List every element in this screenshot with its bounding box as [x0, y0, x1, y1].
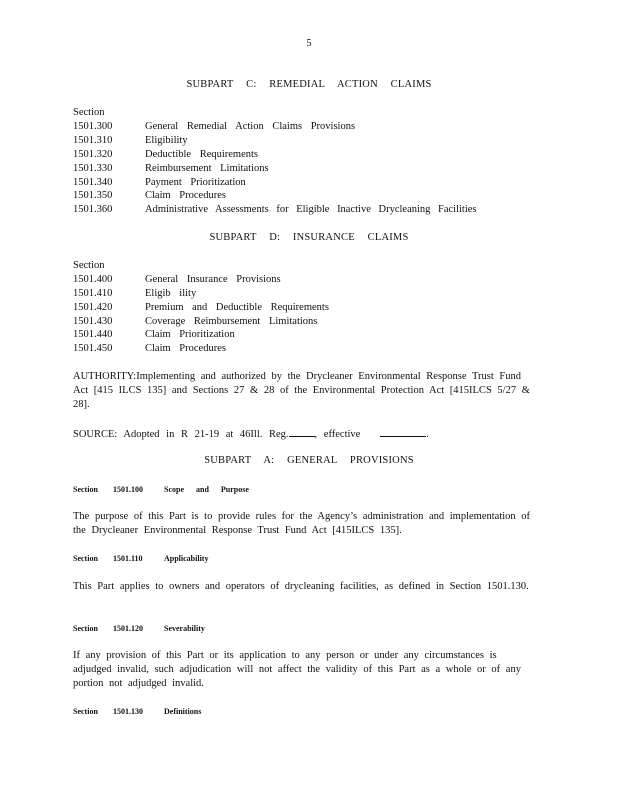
toc-section-title: Claim Procedures	[145, 343, 226, 354]
subpart-d-heading: SUBPART D: INSURANCE CLAIMS	[209, 232, 409, 243]
register-blank	[289, 427, 315, 437]
toc-section-title: Administrative Assessments for Eligible Inactive Drycleaning Facilities	[145, 204, 477, 215]
page-number: 5	[306, 38, 312, 49]
toc-section-title: Eligibility	[145, 135, 188, 146]
source-middle: , effective	[314, 429, 361, 440]
toc-section-title: Eligib ility	[145, 288, 197, 299]
subpart-c-section-label: Section	[73, 107, 105, 118]
toc-section-number: 1501.340	[73, 177, 113, 188]
source-prefix: SOURCE: Adopted in R 21-19 at 46Ill. Reg.	[73, 429, 289, 440]
toc-section-title: Claim Procedures	[145, 190, 226, 201]
toc-section-number: 1501.360	[73, 204, 113, 215]
toc-section-title: Claim Prioritization	[145, 329, 235, 340]
section-number: 1501.120	[113, 624, 143, 633]
toc-section-number: 1501.320	[73, 149, 113, 160]
subpart-a-heading: SUBPART A: GENERAL PROVISIONS	[204, 455, 414, 466]
section-text: This Part applies to owners and operators of drycleaning facilities, as defined in Section 1501.130.	[73, 581, 529, 592]
authority-paragraph: AUTHORITY:Implementing and authorized by the Drycleaner Environmental Response Trust Fund Act [415 ILCS 135] and Sections 27 & 28 of the Environmental Protection Act [415ILCS 5/27 & 28].	[73, 371, 530, 410]
toc-section-number: 1501.450	[73, 343, 113, 354]
toc-section-title: Deductible Requirements	[145, 149, 259, 160]
section-text: The purpose of this Part is to provide rules for the Agency’s administration and implementation of the Drycleaner Environmental Response Trust Fund Act [415ILCS 135].	[73, 511, 531, 536]
section-label: Section	[73, 554, 98, 563]
toc-section-number: 1501.440	[73, 329, 113, 340]
subpart-c-heading: SUBPART C: REMEDIAL ACTION CLAIMS	[186, 79, 432, 90]
section-number: 1501.130	[113, 707, 143, 716]
toc-section-number: 1501.300	[73, 121, 113, 132]
toc-section-number: 1501.420	[73, 302, 113, 313]
section-label: Section	[73, 485, 98, 494]
toc-section-number: 1501.400	[73, 274, 113, 285]
section-title: Applicability	[164, 554, 209, 563]
effective-date-blank	[380, 427, 426, 437]
section-text: If any provision of this Part or its application to any person or under any circumstances is adjudged invalid, such adjudication will not affect the validity of this Part as a whole or of any portion not adjudged invalid.	[73, 650, 521, 689]
toc-section-number: 1501.310	[73, 135, 113, 146]
toc-section-number: 1501.330	[73, 163, 113, 174]
section-title: Severability	[164, 624, 205, 633]
toc-section-title: General Remedial Action Claims Provisions	[145, 121, 356, 132]
section-number: 1501.100	[113, 485, 143, 494]
toc-section-title: Payment Prioritization	[145, 177, 246, 188]
section-label: Section	[73, 624, 98, 633]
toc-section-title: Reimbursement Limitations	[145, 163, 269, 174]
toc-section-number: 1501.410	[73, 288, 113, 299]
toc-section-number: 1501.350	[73, 190, 113, 201]
toc-section-title: Coverage Reimbursement Limitations	[145, 316, 318, 327]
source-suffix: .	[426, 429, 429, 440]
section-title: Scope and Purpose	[164, 485, 249, 494]
section-title: Definitions	[164, 707, 202, 716]
section-number: 1501.110	[113, 554, 143, 563]
toc-section-number: 1501.430	[73, 316, 113, 327]
toc-section-title: Premium and Deductible Requirements	[145, 302, 329, 313]
section-label: Section	[73, 707, 98, 716]
toc-section-title: General Insurance Provisions	[145, 274, 281, 285]
subpart-d-section-label: Section	[73, 260, 105, 271]
source-line	[73, 427, 429, 440]
